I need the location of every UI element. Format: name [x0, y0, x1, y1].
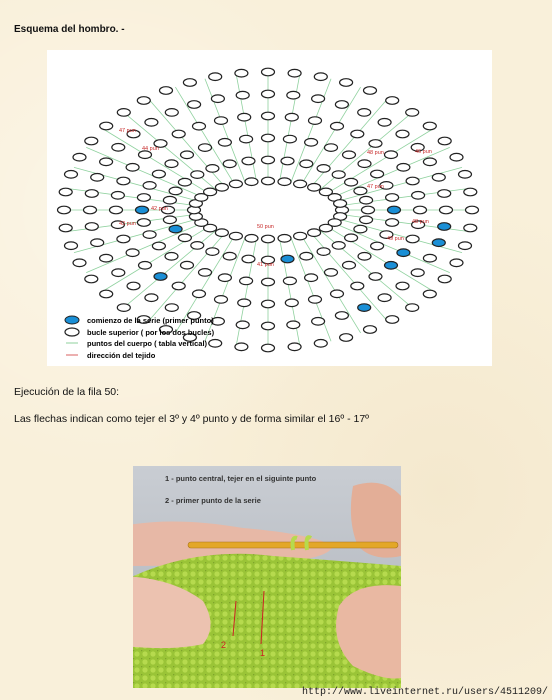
top-loop-stitch	[229, 180, 242, 188]
photo-caption-2: 2 - primer punto de la serie	[165, 496, 261, 505]
top-loop-stitch	[242, 255, 255, 263]
top-loop-stitch	[314, 340, 327, 348]
top-loop-stitch	[172, 282, 185, 290]
top-loop-stitch	[358, 160, 371, 168]
top-loop-stitch	[183, 79, 196, 87]
series-start-stitch	[281, 255, 294, 263]
top-loop-stitch	[223, 160, 236, 168]
top-loop-stitch	[112, 144, 125, 152]
top-loop-stitch	[73, 153, 86, 161]
top-loop-stitch	[85, 137, 98, 145]
top-loop-stitch	[65, 242, 78, 250]
top-loop-stitch	[73, 259, 86, 267]
top-loop-stitch	[406, 109, 419, 117]
top-loop-stitch	[432, 174, 445, 182]
top-loop-stitch	[152, 170, 165, 178]
top-loop-stitch	[314, 73, 327, 81]
top-loop-stitch	[351, 282, 364, 290]
annotation-label: 43 pun	[119, 221, 136, 227]
top-loop-stitch	[139, 262, 152, 270]
top-loop-stitch	[300, 160, 313, 168]
top-loop-stitch	[423, 158, 436, 166]
footer-url: http://www.liveinternet.ru/users/4511209/	[301, 687, 548, 698]
top-loop-stitch	[345, 234, 358, 242]
top-loop-stitch	[423, 122, 436, 130]
annotation-label: 44 pun	[142, 146, 159, 152]
top-loop-stitch	[354, 225, 367, 233]
top-loop-stitch	[283, 135, 296, 143]
top-loop-stitch	[229, 232, 242, 240]
top-loop-stitch	[245, 235, 258, 243]
top-loop-stitch	[145, 294, 158, 302]
top-loop-stitch	[117, 235, 130, 243]
top-loop-stitch	[85, 275, 98, 283]
top-loop-stitch	[386, 194, 399, 202]
top-loop-stitch	[215, 229, 228, 237]
top-loop-stitch	[312, 95, 325, 103]
top-loop-stitch	[112, 269, 125, 277]
top-loop-stitch	[240, 277, 253, 285]
top-loop-stitch	[309, 117, 322, 125]
top-loop-stitch	[126, 164, 139, 172]
top-loop-stitch	[262, 235, 275, 243]
top-loop-stitch	[300, 252, 313, 260]
series-start-stitch	[432, 239, 445, 247]
top-loop-stitch	[206, 248, 219, 256]
top-loop-stitch	[317, 165, 330, 173]
photo-caption-1: 1 - punto central, tejer en el siguinte punto	[165, 474, 317, 483]
top-loop-stitch	[126, 249, 139, 257]
top-loop-stitch	[386, 316, 399, 324]
annotation-label: 47 pun	[119, 128, 136, 134]
crochet-photo	[133, 466, 401, 688]
top-loop-stitch	[165, 109, 178, 117]
top-loop-stitch	[235, 69, 248, 77]
top-loop-stitch	[281, 157, 294, 165]
top-loop-stitch	[364, 87, 377, 95]
page-title: Esquema del hombro. -	[14, 24, 125, 35]
series-start-stitch	[388, 206, 401, 214]
top-loop-stitch	[85, 223, 98, 231]
top-loop-stitch	[262, 300, 275, 308]
top-loop-stitch	[369, 273, 382, 281]
top-loop-stitch	[438, 137, 451, 145]
top-loop-stitch	[188, 101, 201, 109]
top-loop-stitch	[340, 79, 353, 87]
top-loop-stitch	[283, 277, 296, 285]
top-loop-stitch	[287, 91, 300, 99]
empty-oval-icon	[65, 328, 79, 336]
top-loop-stitch	[100, 290, 113, 298]
annotation-label: 48 pun	[412, 219, 429, 225]
top-loop-stitch	[165, 253, 178, 261]
top-loop-stitch	[262, 344, 275, 352]
top-loop-stitch	[191, 242, 204, 250]
top-loop-stitch	[305, 274, 318, 282]
top-loop-stitch	[414, 206, 427, 214]
top-loop-stitch	[331, 290, 344, 298]
top-loop-stitch	[117, 109, 130, 117]
top-loop-stitch	[464, 188, 477, 196]
series-start-stitch	[154, 273, 167, 281]
top-loop-stitch	[262, 68, 275, 76]
series-start-stitch	[438, 223, 451, 231]
top-loop-stitch	[59, 188, 72, 196]
top-loop-stitch	[288, 69, 301, 77]
instructions: Las flechas indican como tejer el 3º y 4º punto y de forma similar el 16º - 17º	[14, 413, 370, 425]
annotation-label: 46 pun	[415, 149, 432, 155]
top-loop-stitch	[358, 109, 371, 117]
top-loop-stitch	[305, 139, 318, 147]
top-loop-stitch	[152, 242, 165, 250]
top-loop-stitch	[343, 261, 356, 269]
top-loop-stitch	[100, 158, 113, 166]
top-loop-stitch	[181, 151, 194, 159]
top-loop-stitch	[85, 190, 98, 198]
top-loop-stitch	[199, 269, 212, 277]
top-loop-stitch	[319, 224, 332, 232]
top-loop-stitch	[110, 206, 123, 214]
top-loop-stitch	[127, 282, 140, 290]
top-loop-stitch	[378, 119, 391, 127]
top-loop-stitch	[386, 219, 399, 227]
top-loop-stitch	[386, 97, 399, 105]
top-loop-stitch	[137, 97, 150, 105]
top-loop-stitch	[181, 261, 194, 269]
annotation-label: 47 pun	[367, 184, 384, 190]
top-loop-stitch	[117, 177, 130, 185]
top-loop-stitch	[312, 318, 325, 326]
top-loop-stitch	[236, 321, 249, 329]
section-heading: Ejecución de la fila 50:	[14, 386, 120, 398]
top-loop-stitch	[438, 190, 451, 198]
top-loop-stitch	[288, 343, 301, 351]
top-loop-stitch	[242, 157, 255, 165]
top-loop-stitch	[163, 216, 176, 224]
top-loop-stitch	[466, 206, 479, 214]
top-loop-stitch	[325, 269, 338, 277]
top-loop-stitch	[84, 206, 97, 214]
body-stitch-line	[236, 74, 256, 182]
top-loop-stitch	[308, 184, 321, 192]
top-loop-stitch	[459, 242, 472, 250]
top-loop-stitch	[345, 178, 358, 186]
top-loop-stitch	[143, 182, 156, 190]
top-loop-stitch	[59, 224, 72, 232]
top-loop-stitch	[438, 275, 451, 283]
top-loop-stitch	[223, 252, 236, 260]
top-loop-stitch	[278, 178, 291, 186]
top-loop-stitch	[193, 290, 206, 298]
body-stitch-line	[236, 239, 256, 347]
top-loop-stitch	[334, 200, 347, 208]
top-loop-stitch	[440, 206, 453, 214]
top-loop-stitch	[406, 304, 419, 312]
top-loop-stitch	[240, 135, 253, 143]
body-stitch-line	[280, 239, 300, 347]
top-loop-stitch	[371, 170, 384, 178]
top-loop-stitch	[218, 274, 231, 282]
top-loop-stitch	[412, 192, 425, 200]
top-loop-stitch	[143, 231, 156, 239]
annotation-label: 48 pun	[367, 150, 384, 156]
top-loop-stitch	[236, 91, 249, 99]
legend-item-top-loop: bucle superior ( por los dos bucles)	[87, 328, 215, 337]
top-loop-stitch	[204, 188, 217, 196]
top-loop-stitch	[464, 224, 477, 232]
top-loop-stitch	[450, 259, 463, 267]
top-loop-stitch	[160, 87, 173, 95]
top-loop-stitch	[294, 232, 307, 240]
top-loop-stitch	[58, 206, 71, 214]
top-loop-stitch	[238, 113, 251, 121]
top-loop-stitch	[111, 192, 124, 200]
top-loop-stitch	[262, 177, 275, 185]
top-loop-stitch	[287, 321, 300, 329]
top-loop-stitch	[423, 290, 436, 298]
top-loop-stitch	[65, 171, 78, 179]
top-loop-stitch	[358, 253, 371, 261]
top-loop-stitch	[91, 174, 104, 182]
top-loop-stitch	[354, 187, 367, 195]
top-loop-stitch	[209, 340, 222, 348]
top-loop-stitch	[362, 206, 375, 214]
top-loop-stitch	[262, 112, 275, 120]
top-loop-stitch	[206, 165, 219, 173]
top-loop-stitch	[308, 229, 321, 237]
filled-oval-icon	[65, 316, 79, 324]
top-loop-stitch	[309, 296, 322, 304]
legend-item-start: comienzo de la serie (primer punto)	[87, 316, 214, 325]
top-loop-stitch	[215, 184, 228, 192]
top-loop-stitch	[215, 117, 228, 125]
series-start-stitch	[169, 225, 182, 233]
annotation-label: 49 pun	[387, 236, 404, 242]
top-loop-stitch	[178, 234, 191, 242]
top-loop-stitch	[139, 151, 152, 159]
top-loop-stitch	[178, 178, 191, 186]
top-loop-stitch	[262, 90, 275, 98]
top-loop-stitch	[218, 139, 231, 147]
top-loop-stitch	[396, 130, 409, 138]
top-loop-stitch	[238, 299, 251, 307]
top-loop-stitch	[385, 151, 398, 159]
top-loop-stitch	[450, 153, 463, 161]
annotation-label: 50 pun	[257, 224, 274, 230]
series-start-stitch	[136, 206, 149, 214]
top-loop-stitch	[165, 304, 178, 312]
annotation-label: 41 pun	[257, 262, 274, 268]
top-loop-stitch	[191, 171, 204, 179]
top-loop-stitch	[406, 235, 419, 243]
top-loop-stitch	[145, 119, 158, 127]
top-loop-stitch	[360, 216, 373, 224]
annotation-label: 42 pun	[151, 206, 168, 212]
top-loop-stitch	[169, 187, 182, 195]
top-loop-stitch	[262, 156, 275, 164]
top-loop-stitch	[262, 278, 275, 286]
top-loop-stitch	[351, 130, 364, 138]
body-stitch-line	[280, 74, 300, 182]
top-loop-stitch	[211, 95, 224, 103]
top-loop-stitch	[172, 130, 185, 138]
top-loop-stitch	[262, 322, 275, 330]
series-start-stitch	[385, 262, 398, 270]
top-loop-stitch	[91, 239, 104, 247]
top-loop-stitch	[325, 144, 338, 152]
series-start-stitch	[358, 304, 371, 312]
mark-2: 2	[221, 640, 227, 650]
top-loop-stitch	[163, 196, 176, 204]
top-loop-stitch	[262, 134, 275, 142]
top-loop-stitch	[215, 296, 228, 304]
top-loop-stitch	[364, 326, 377, 334]
mark-1: 1	[260, 648, 266, 658]
top-loop-stitch	[245, 178, 258, 186]
top-loop-stitch	[100, 254, 113, 262]
top-loop-stitch	[340, 334, 353, 342]
top-loop-stitch	[335, 101, 348, 109]
top-loop-stitch	[411, 269, 424, 277]
top-loop-stitch	[199, 144, 212, 152]
top-loop-stitch	[332, 171, 345, 179]
top-loop-stitch	[343, 151, 356, 159]
series-start-stitch	[397, 249, 410, 257]
top-loop-stitch	[397, 164, 410, 172]
legend-item-direction: dirección del tejido	[87, 351, 156, 360]
top-loop-stitch	[137, 219, 150, 227]
top-loop-stitch	[371, 242, 384, 250]
legend-item-body-stitches: puntos del cuerpo ( tabla vertical)	[87, 339, 208, 348]
top-loop-stitch	[278, 235, 291, 243]
top-loop-stitch	[137, 194, 150, 202]
top-loop-stitch	[331, 122, 344, 130]
top-loop-stitch	[369, 140, 382, 148]
top-loop-stitch	[378, 294, 391, 302]
top-loop-stitch	[235, 343, 248, 351]
top-loop-stitch	[423, 254, 436, 262]
top-loop-stitch	[317, 248, 330, 256]
top-loop-stitch	[209, 73, 222, 81]
top-loop-stitch	[406, 177, 419, 185]
top-loop-stitch	[459, 171, 472, 179]
top-loop-stitch	[165, 160, 178, 168]
top-loop-stitch	[396, 282, 409, 290]
top-loop-stitch	[332, 242, 345, 250]
top-loop-stitch	[335, 312, 348, 320]
top-loop-stitch	[117, 304, 130, 312]
top-loop-stitch	[285, 113, 298, 121]
shoulder-diagram	[47, 50, 492, 366]
top-loop-stitch	[193, 122, 206, 130]
top-loop-stitch	[294, 180, 307, 188]
top-loop-stitch	[285, 299, 298, 307]
top-loop-stitch	[360, 196, 373, 204]
top-loop-stitch	[100, 122, 113, 130]
